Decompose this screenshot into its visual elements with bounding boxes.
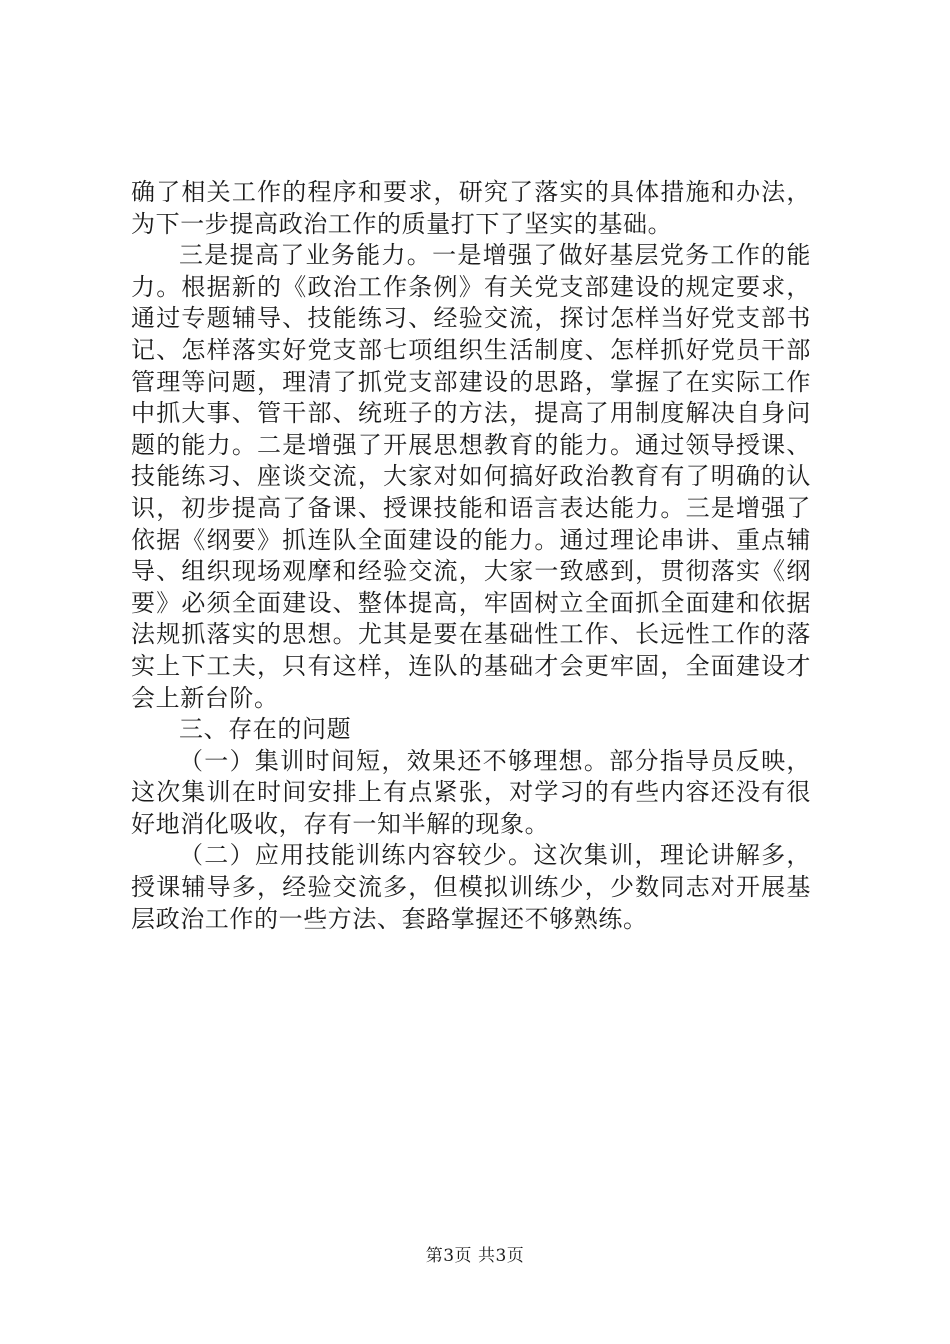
issue-paragraph-2: （二）应用技能训练内容较少。这次集训，理论讲解多，授课辅导多，经验交流多，但模拟训练少，少数同志对开展基层政治工作的一些方法、套路掌握还不够熟练。 (131, 841, 811, 933)
issue-paragraph-1: （一）集训时间短，效果还不够理想。部分指导员反映，这次集训在时间安排上有点紧张，对学习的有些内容还没有很好地消化吸收，存有一知半解的现象。 (131, 746, 811, 838)
paragraph-business-ability: 三是提高了业务能力。一是增强了做好基层党务工作的能力。根据新的《政治工作条例》有关党支部建设的规定要求，通过专题辅导、技能练习、经验交流，探讨怎样当好党支部书记、怎样落实好党支部七项组织生活制度、怎样抓好党员干部管理等问题，理清了抓党支部建设的思路，掌握了在实际工作中抓大事、管干部、统班子的方法，提高了用制度解决自身问题的能力。二是增强了开展思想教育的能力。通过领导授课、技能练习、座谈交流，大家对如何搞好政治教育有了明确的认识，初步提高了备课、授课技能和语言表达能力。三是增强了依据《纲要》抓连队全面建设的能力。通过理论串讲、重点辅导、组织现场观摩和经验交流，大家一致感到，贯彻落实《纲要》必须全面建设、整体提高，牢固树立全面抓全面建和依据法规抓落实的思想。尤其是要在基础性工作、长远性工作的落实上下工夫，只有这样，连队的基础才会更牢固，全面建设才会上新台阶。 (131, 241, 811, 712)
section-heading-problems: 三、存在的问题 (179, 715, 352, 744)
paragraph-continuation: 确了相关工作的程序和要求，研究了落实的具体措施和办法，为下一步提高政治工作的质量打下了坚实的基础。 (131, 178, 811, 238)
document-body (131, 177, 811, 935)
page-footer: 第3页 共3页 (425, 1246, 525, 1266)
